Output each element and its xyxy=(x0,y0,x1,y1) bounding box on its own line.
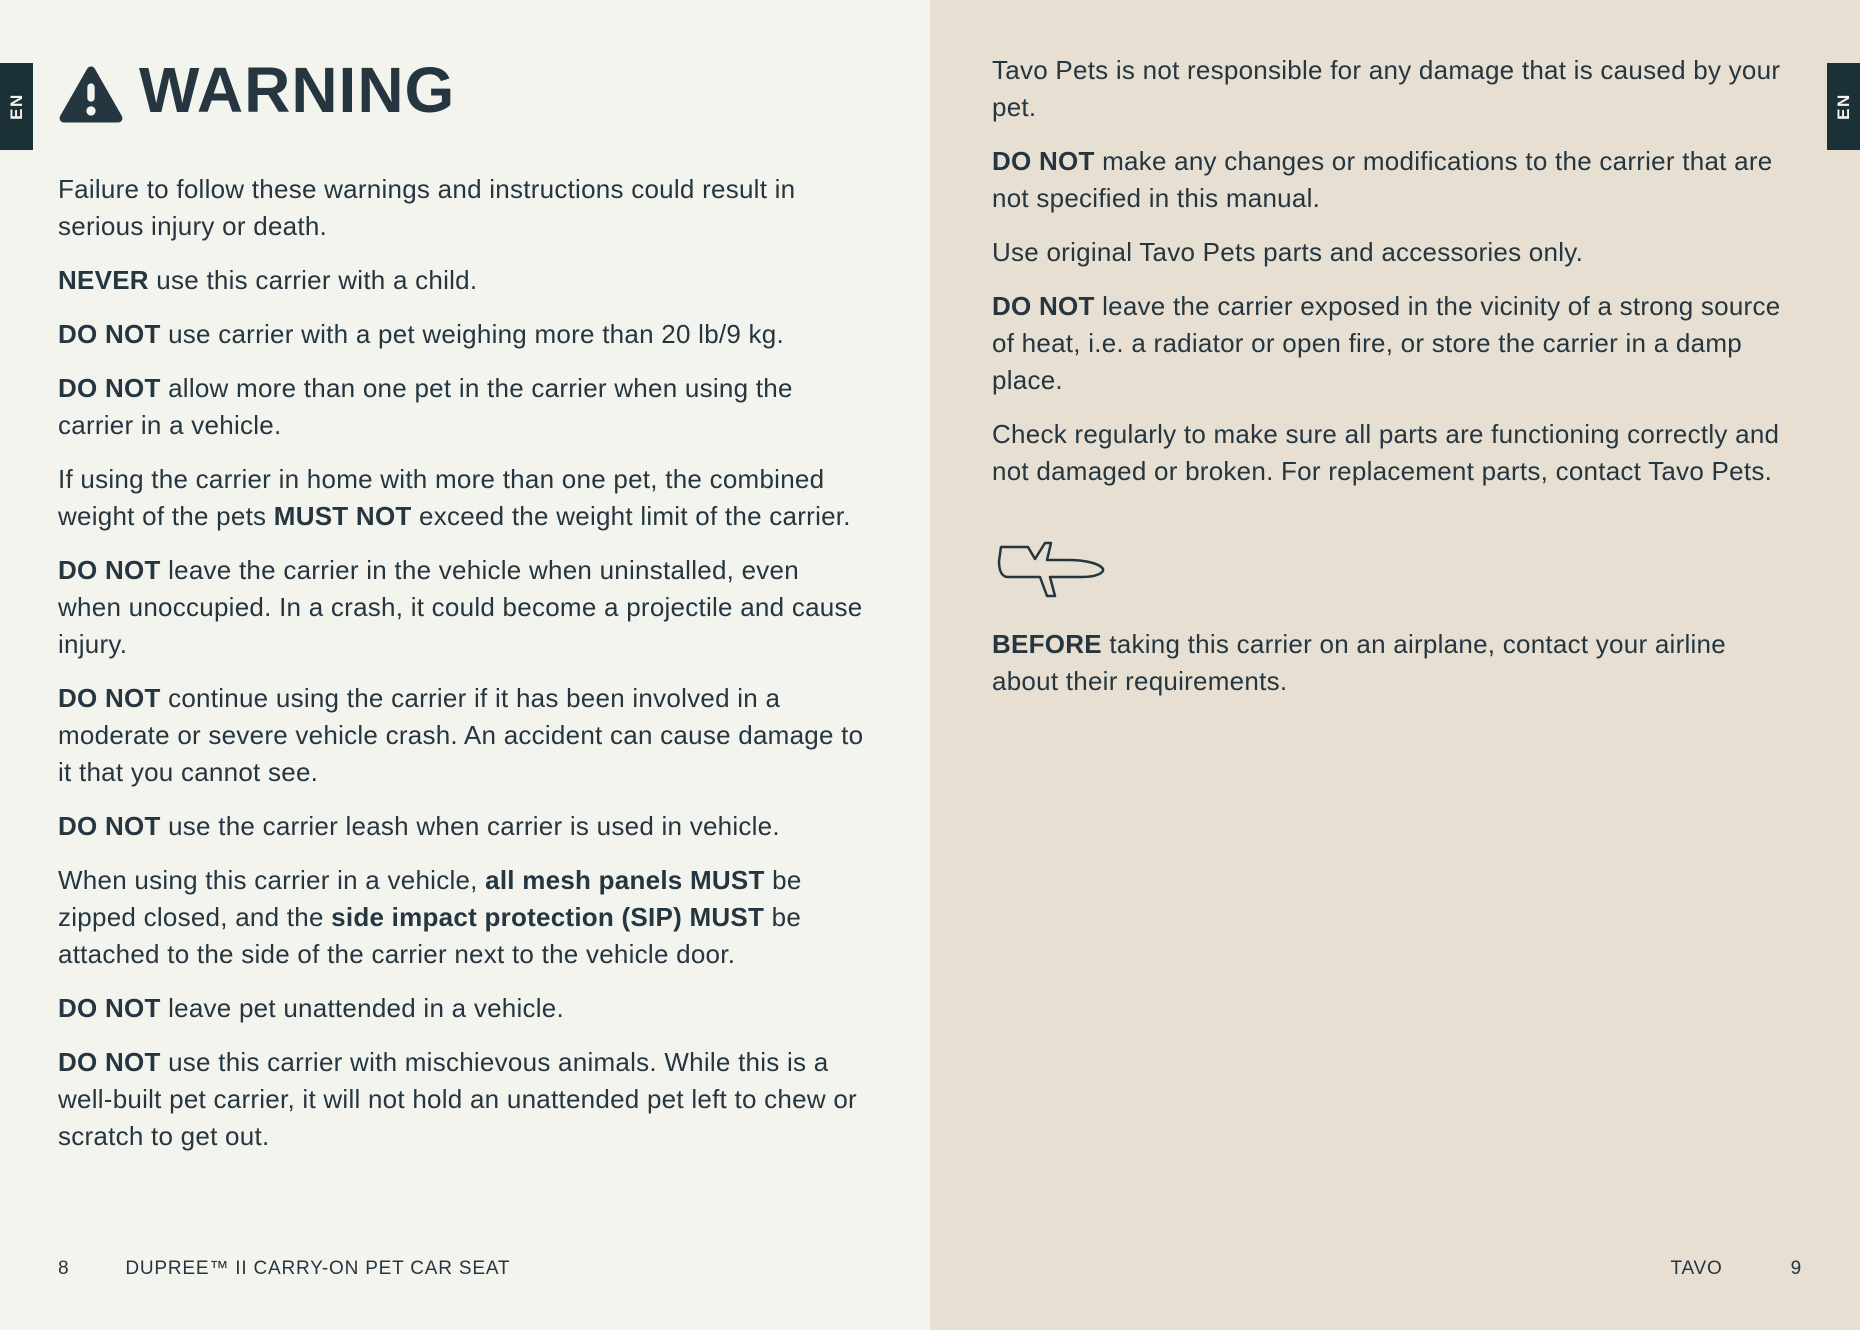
text: Check regularly to make sure all parts are functioning correctly and not damaged or broken. For replacement parts, contact Tavo Pets. xyxy=(992,419,1780,486)
brand-name: TAVO xyxy=(1670,1258,1723,1279)
language-tab-label: EN xyxy=(7,93,26,120)
text: Tavo Pets is not responsible for any damage that is caused by your pet. xyxy=(992,55,1781,122)
footer-left xyxy=(58,1259,510,1278)
text: leave the carrier in the vehicle when uninstalled, even when unoccupied. In a crash, it could become a projectile and cause injury. xyxy=(58,555,863,659)
warning-triangle-icon xyxy=(58,65,124,123)
right-paragraphs xyxy=(992,52,1798,490)
text: Use original Tavo Pets parts and accessories only. xyxy=(992,237,1584,267)
bold-text: DO NOT xyxy=(58,811,161,841)
warning-heading xyxy=(58,54,866,126)
bold-text: BEFORE xyxy=(992,629,1102,659)
text: allow more than one pet in the carrier when using the carrier in a vehicle. xyxy=(58,373,793,440)
paragraph xyxy=(58,171,866,245)
page-number: 8 xyxy=(58,1258,70,1279)
paragraph xyxy=(58,461,866,535)
text: be zipped closed, and the xyxy=(58,865,802,932)
bold-text: DO NOT xyxy=(58,683,161,713)
bold-text: NEVER xyxy=(58,265,149,295)
text: If using the carrier in home with more than one pet, the combined weight of the pets xyxy=(58,464,825,531)
paragraph xyxy=(58,680,866,791)
bold-text: DO NOT xyxy=(58,1047,161,1077)
paragraph xyxy=(58,370,866,444)
paragraph xyxy=(58,262,866,299)
paragraph xyxy=(58,862,866,973)
text: be attached to the side of the carrier next to the vehicle door. xyxy=(58,902,802,969)
text: leave the carrier exposed in the vicinity of a strong source of heat, i.e. a radiator or open fire, or store the carrier in a damp place. xyxy=(992,291,1781,395)
text: use this carrier with mischievous animals. While this is a well-built pet carrier, it will not hold an unattended pet left to chew or scratch to get out. xyxy=(58,1047,857,1151)
text: exceed the weight limit of the carrier. xyxy=(411,501,851,531)
bold-text: DO NOT xyxy=(58,373,161,403)
bold-text: DO NOT xyxy=(58,555,161,585)
paragraph xyxy=(992,143,1798,217)
text: leave pet unattended in a vehicle. xyxy=(160,993,564,1023)
airplane-note xyxy=(992,626,1798,700)
paragraph xyxy=(992,416,1798,490)
bold-text: DO NOT xyxy=(58,993,161,1023)
text: use the carrier leash when carrier is used in vehicle. xyxy=(160,811,780,841)
paragraph xyxy=(992,52,1798,126)
text: continue using the carrier if it has been involved in a moderate or severe vehicle crash. An accident can cause damage to it that you cannot see. xyxy=(58,683,864,787)
language-tab-label: EN xyxy=(1834,93,1853,120)
text: taking this carrier on an airplane, contact your airline about their requirements. xyxy=(992,629,1726,696)
text: use carrier with a pet weighing more than 20 lb/9 kg. xyxy=(160,319,784,349)
bold-text: DO NOT xyxy=(992,291,1095,321)
page-number: 9 xyxy=(1790,1258,1802,1279)
language-tab-left xyxy=(0,63,33,150)
paragraph xyxy=(58,990,866,1027)
text: When using this carrier in a vehicle, xyxy=(58,865,486,895)
footer-right xyxy=(1671,1259,1803,1278)
language-tab-right xyxy=(1827,63,1860,150)
paragraph xyxy=(58,316,866,353)
text: make any changes or modifications to the carrier that are not specified in this manual. xyxy=(992,146,1773,213)
document-title: DUPREE™ II CARRY-ON PET CAR SEAT xyxy=(125,1258,511,1279)
text: use this carrier with a child. xyxy=(148,265,478,295)
bold-text: MUST NOT xyxy=(273,501,412,531)
warning-paragraphs xyxy=(58,171,866,1155)
bold-text: all mesh panels MUST xyxy=(485,865,765,895)
airplane-icon xyxy=(992,536,1112,600)
paragraph xyxy=(58,1044,866,1155)
bold-text: DO NOT xyxy=(992,146,1095,176)
paragraph xyxy=(992,234,1798,271)
airplane-icon-wrap xyxy=(992,536,1798,600)
paragraph xyxy=(58,808,866,845)
paragraph xyxy=(992,288,1798,399)
page-title: WARNING xyxy=(139,54,456,126)
paragraph xyxy=(58,552,866,663)
warning-paragraphs-continued xyxy=(930,0,1860,700)
bold-text: DO NOT xyxy=(58,319,161,349)
bold-text: side impact protection (SIP) MUST xyxy=(331,902,765,932)
text: Failure to follow these warnings and instructions could result in serious injury or death. xyxy=(58,174,796,241)
manual-page-right xyxy=(930,0,1860,1330)
